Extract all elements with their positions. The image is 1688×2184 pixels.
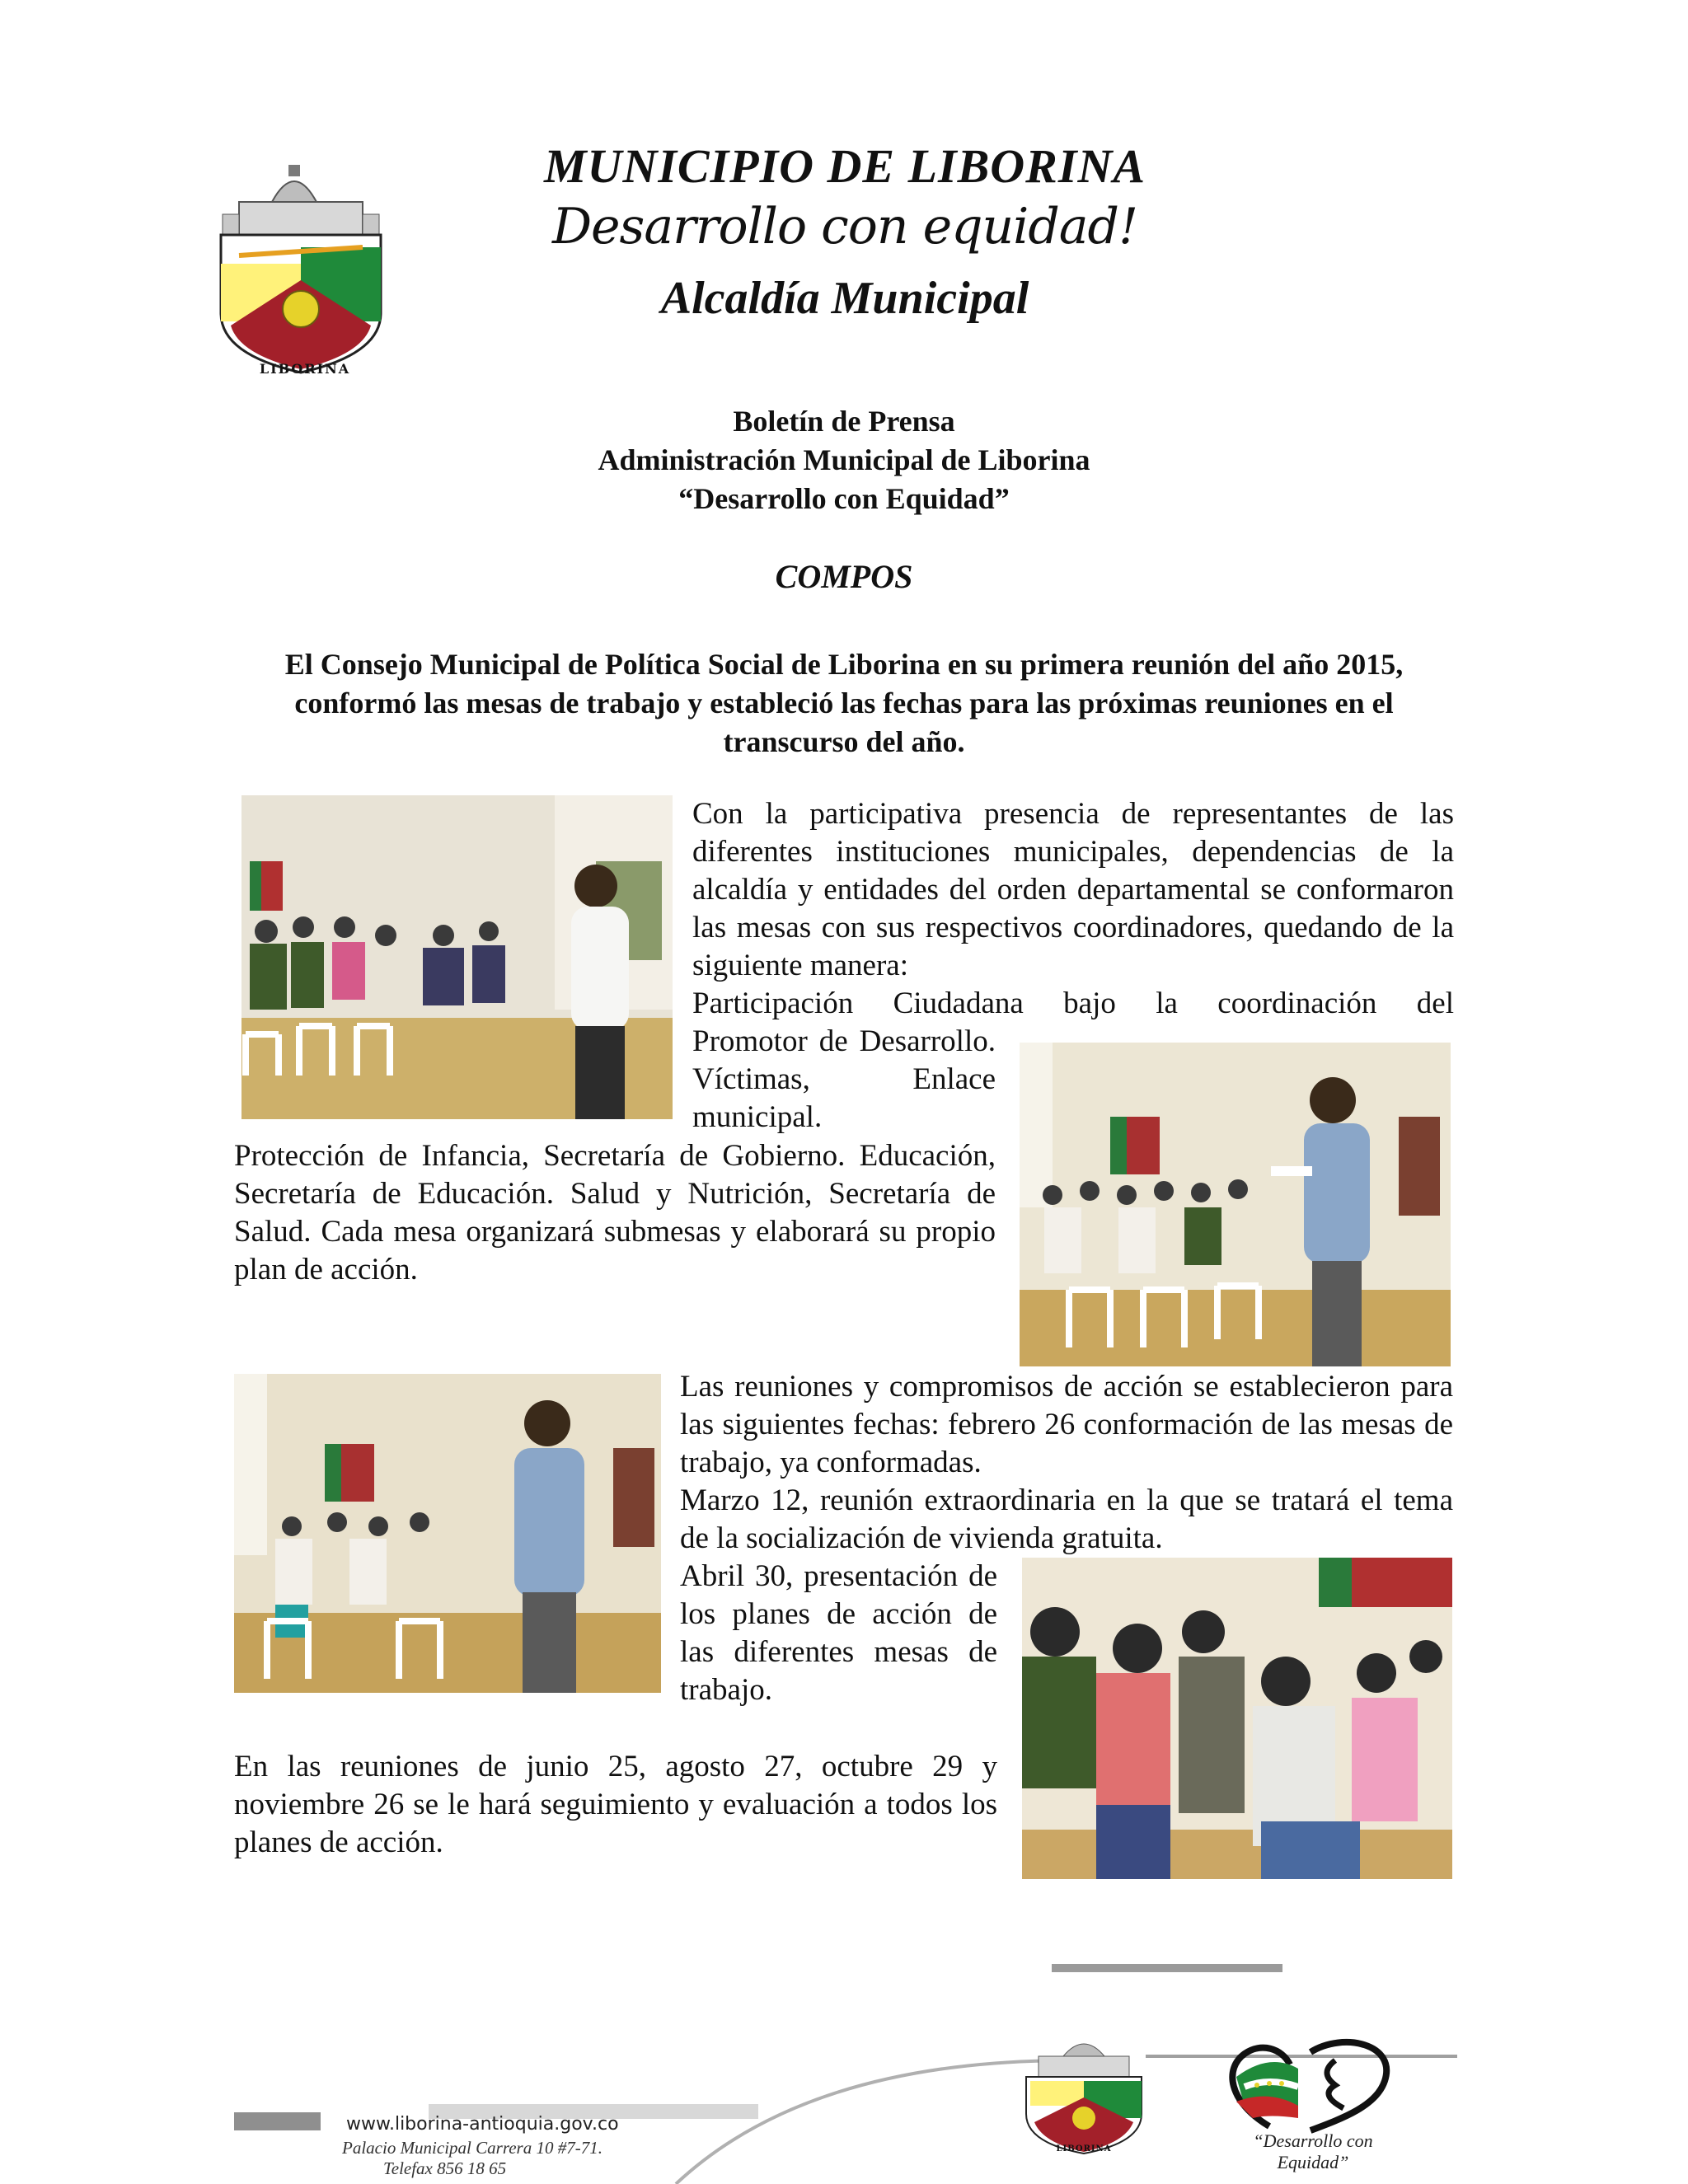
- lead-paragraph: El Consejo Municipal de Política Social de Liborina en su primera reunión del año 2015, conformó las mesas de trabajo y estableció las fechas para las próximas reuniones en el transcurso del año.: [284, 648, 1404, 758]
- paragraph-participation: Participación Ciudadana bajo la coordinación del: [692, 987, 1454, 1020]
- meeting-photo-speaker-man: [1020, 1043, 1451, 1366]
- footer-crest-label: LIBORINA: [1056, 2144, 1112, 2154]
- equity-heart-logo: [1220, 2036, 1401, 2135]
- bulletin-motto: “Desarrollo con Equidad”: [678, 482, 1010, 515]
- bulletin-topic: COMPOS: [775, 558, 913, 595]
- paragraph-seguimiento: En las reuniones de junio 25, agosto 27, octubre 29 y noviembre 26 se le hará seguimiento y evaluación a todos los planes de acción.: [234, 1750, 997, 1859]
- paragraph-marzo: Marzo 12, reunión extraordinaria en la que se tratará el tema de la socialización de vivienda gratuita.: [680, 1483, 1453, 1555]
- paragraph-promotor: Promotor de Desarrollo. Víctimas, Enlace municipal.: [692, 1024, 996, 1134]
- paragraph-abril: Abril 30, presentación de los planes de acción de las diferentes mesas de trabajo.: [680, 1559, 997, 1707]
- bulletin-label: Boletín de Prensa: [733, 405, 955, 438]
- paragraph-institutions: Con la participativa presencia de representantes de las diferentes instituciones municipales, dependencias de la alcaldía y entidades del orden departamental se conformaron las mesas con sus respectivos coordinadores, quedando de la siguiente manera:: [692, 797, 1454, 982]
- paragraph-fechas: Las reuniones y compromisos de acción se establecieron para las siguientes fechas: febrero 26 conformación de las mesas de trabajo, ya conformadas.: [680, 1370, 1453, 1479]
- meeting-photo-audience: [1022, 1558, 1452, 1879]
- footer-slogan: “Desarrollo con Equidad”: [1253, 2130, 1373, 2172]
- paragraph-mesas: Protección de Infancia, Secretaría de Gobierno. Educación, Secretaría de Educación. Salud y Nutrición, Secretaría de Salud. Cada mesa organizará submesas y elaborará su propio plan de acción.: [234, 1139, 996, 1286]
- footer-telefax: Telefax 856 18 65: [383, 2158, 507, 2178]
- crest-label-text: LIBORINA: [259, 361, 351, 377]
- footer-municipal-crest: [1014, 2032, 1154, 2155]
- footer-divider-bar: [1052, 1964, 1282, 1972]
- municipality-title: MUNICIPIO DE LIBORINA: [543, 139, 1146, 193]
- footer-address: Palacio Municipal Carrera 10 #7-71.: [342, 2138, 603, 2158]
- alcaldia-subtitle: Alcaldía Municipal: [660, 273, 1029, 324]
- meeting-photo-speaker-man-front: [234, 1374, 661, 1693]
- slogan-script: Desarrollo con equidad!: [551, 198, 1138, 255]
- footer-website[interactable]: www.liborina-antioquia.gov.co: [346, 2114, 619, 2135]
- meeting-photo-speaker-woman: [241, 795, 673, 1119]
- bulletin-administration: Administración Municipal de Liborina: [598, 443, 1090, 476]
- footer-gray-block: [234, 2112, 321, 2130]
